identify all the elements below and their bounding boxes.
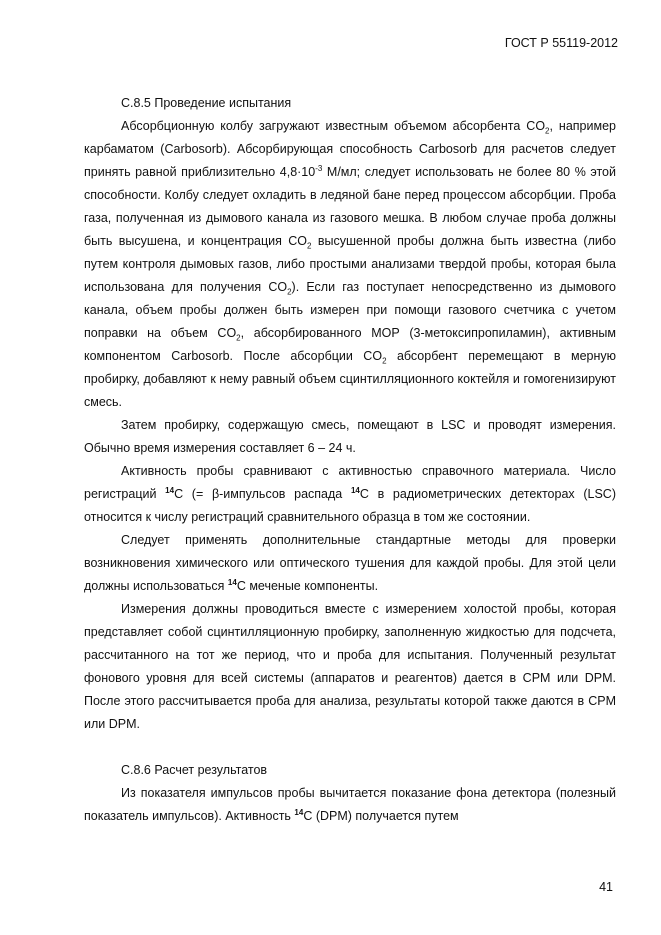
- isotope-mass-number: 14: [227, 577, 237, 587]
- text-run: С (DPM) получается путем: [303, 809, 459, 823]
- subscript: 2: [287, 287, 292, 297]
- subscript: 2: [236, 333, 241, 343]
- isotope-mass-number: 14: [165, 485, 175, 495]
- subscript: 2: [382, 356, 387, 366]
- text-run: Затем пробирку, содержащую смесь, помещают в LSC и проводят измерения. Обычно время измерения составляет 6 – 24 ч.: [84, 418, 616, 455]
- text-run: Следует применять дополнительные стандартные методы для проверки возникновения химического или оптического тушения для каждой пробы. Для этой цели должны использоваться: [84, 533, 616, 593]
- text-run: С меченые компоненты.: [236, 579, 379, 593]
- text-run: ). Если газ поступает непосредственно из дымового канала, объем пробы должен быть измерен при помощи газового счетчика с учетом поправки на объем CO: [84, 280, 616, 340]
- paragraph: [84, 529, 616, 598]
- text-run: Из показателя импульсов пробы вычитается показание фона детектора (полезный показатель импульсов). Активность: [84, 786, 616, 823]
- text-run: абсорбент перемещают в мерную пробирку, добавляют к нему равный объем сцинтилляционного коктейля и гомогенизируют смесь.: [84, 349, 616, 409]
- section-heading: С.8.5 Проведение испытания: [121, 96, 292, 110]
- paragraph: [84, 598, 616, 736]
- document-body: [84, 92, 616, 828]
- subscript: 2: [307, 241, 312, 251]
- text-run: высушенной пробы должна быть известна (либо путем контроля дымовых газов, либо простыми анализами твердой пробы, которая была использована для получения CO: [84, 234, 616, 294]
- subscript: 2: [545, 126, 550, 136]
- page-number: 41: [599, 880, 613, 894]
- paragraph: [84, 460, 616, 529]
- paragraph: [84, 115, 616, 414]
- text-run: Активность пробы сравнивают с активностью справочного материала. Число регистраций: [84, 464, 616, 501]
- text-run: С в радиометрических детекторах (LSC) относится к числу регистраций сравнительного образца в том же состоянии.: [84, 487, 616, 524]
- paragraph: [84, 414, 616, 460]
- section-heading: С.8.6 Расчет результатов: [121, 763, 268, 777]
- standard-code: ГОСТ Р 55119-2012: [504, 36, 618, 50]
- paragraph: [84, 782, 616, 828]
- text-run: Измерения должны проводиться вместе с измерением холостой пробы, которая представляет собой сцинтилляционную пробирку, заполненную жидкостью для подсчета, рассчитанного на тот же период, что и проба для испытания. Полученный результат фонового уровня для всей системы (аппаратов и реагентов) дается в CPM или DPM. После этого рассчитывается проба для анализа, результаты которой также даются в CPM или DPM.: [84, 602, 616, 731]
- isotope-mass-number: 14: [294, 807, 304, 817]
- isotope-mass-number: 14: [350, 485, 360, 495]
- text-run: С (= β-импульсов распада: [174, 487, 351, 501]
- superscript: -3: [315, 163, 323, 173]
- text-run: , например карбаматом (Carbosorb). Абсорбирующая способность Carbosorb для расчетов следует принять равной приблизительно 4,8·10: [84, 119, 616, 179]
- text-run: Абсорбционную колбу загружают известным объемом абсорбента CO: [121, 119, 546, 133]
- text-run: М/мл; следует использовать не более 80 % этой способности. Колбу следует охладить в ледяной бане перед процессом абсорбции. Проба газа, полученная из дымового канала из газового мешка. В любом случае проба должны быть высушена, и концентрация CO: [84, 165, 616, 248]
- text-run: , абсорбированного МОР (3-метоксипропиламин), активным компонентом Carbosorb. После абсорбции CO: [84, 326, 616, 363]
